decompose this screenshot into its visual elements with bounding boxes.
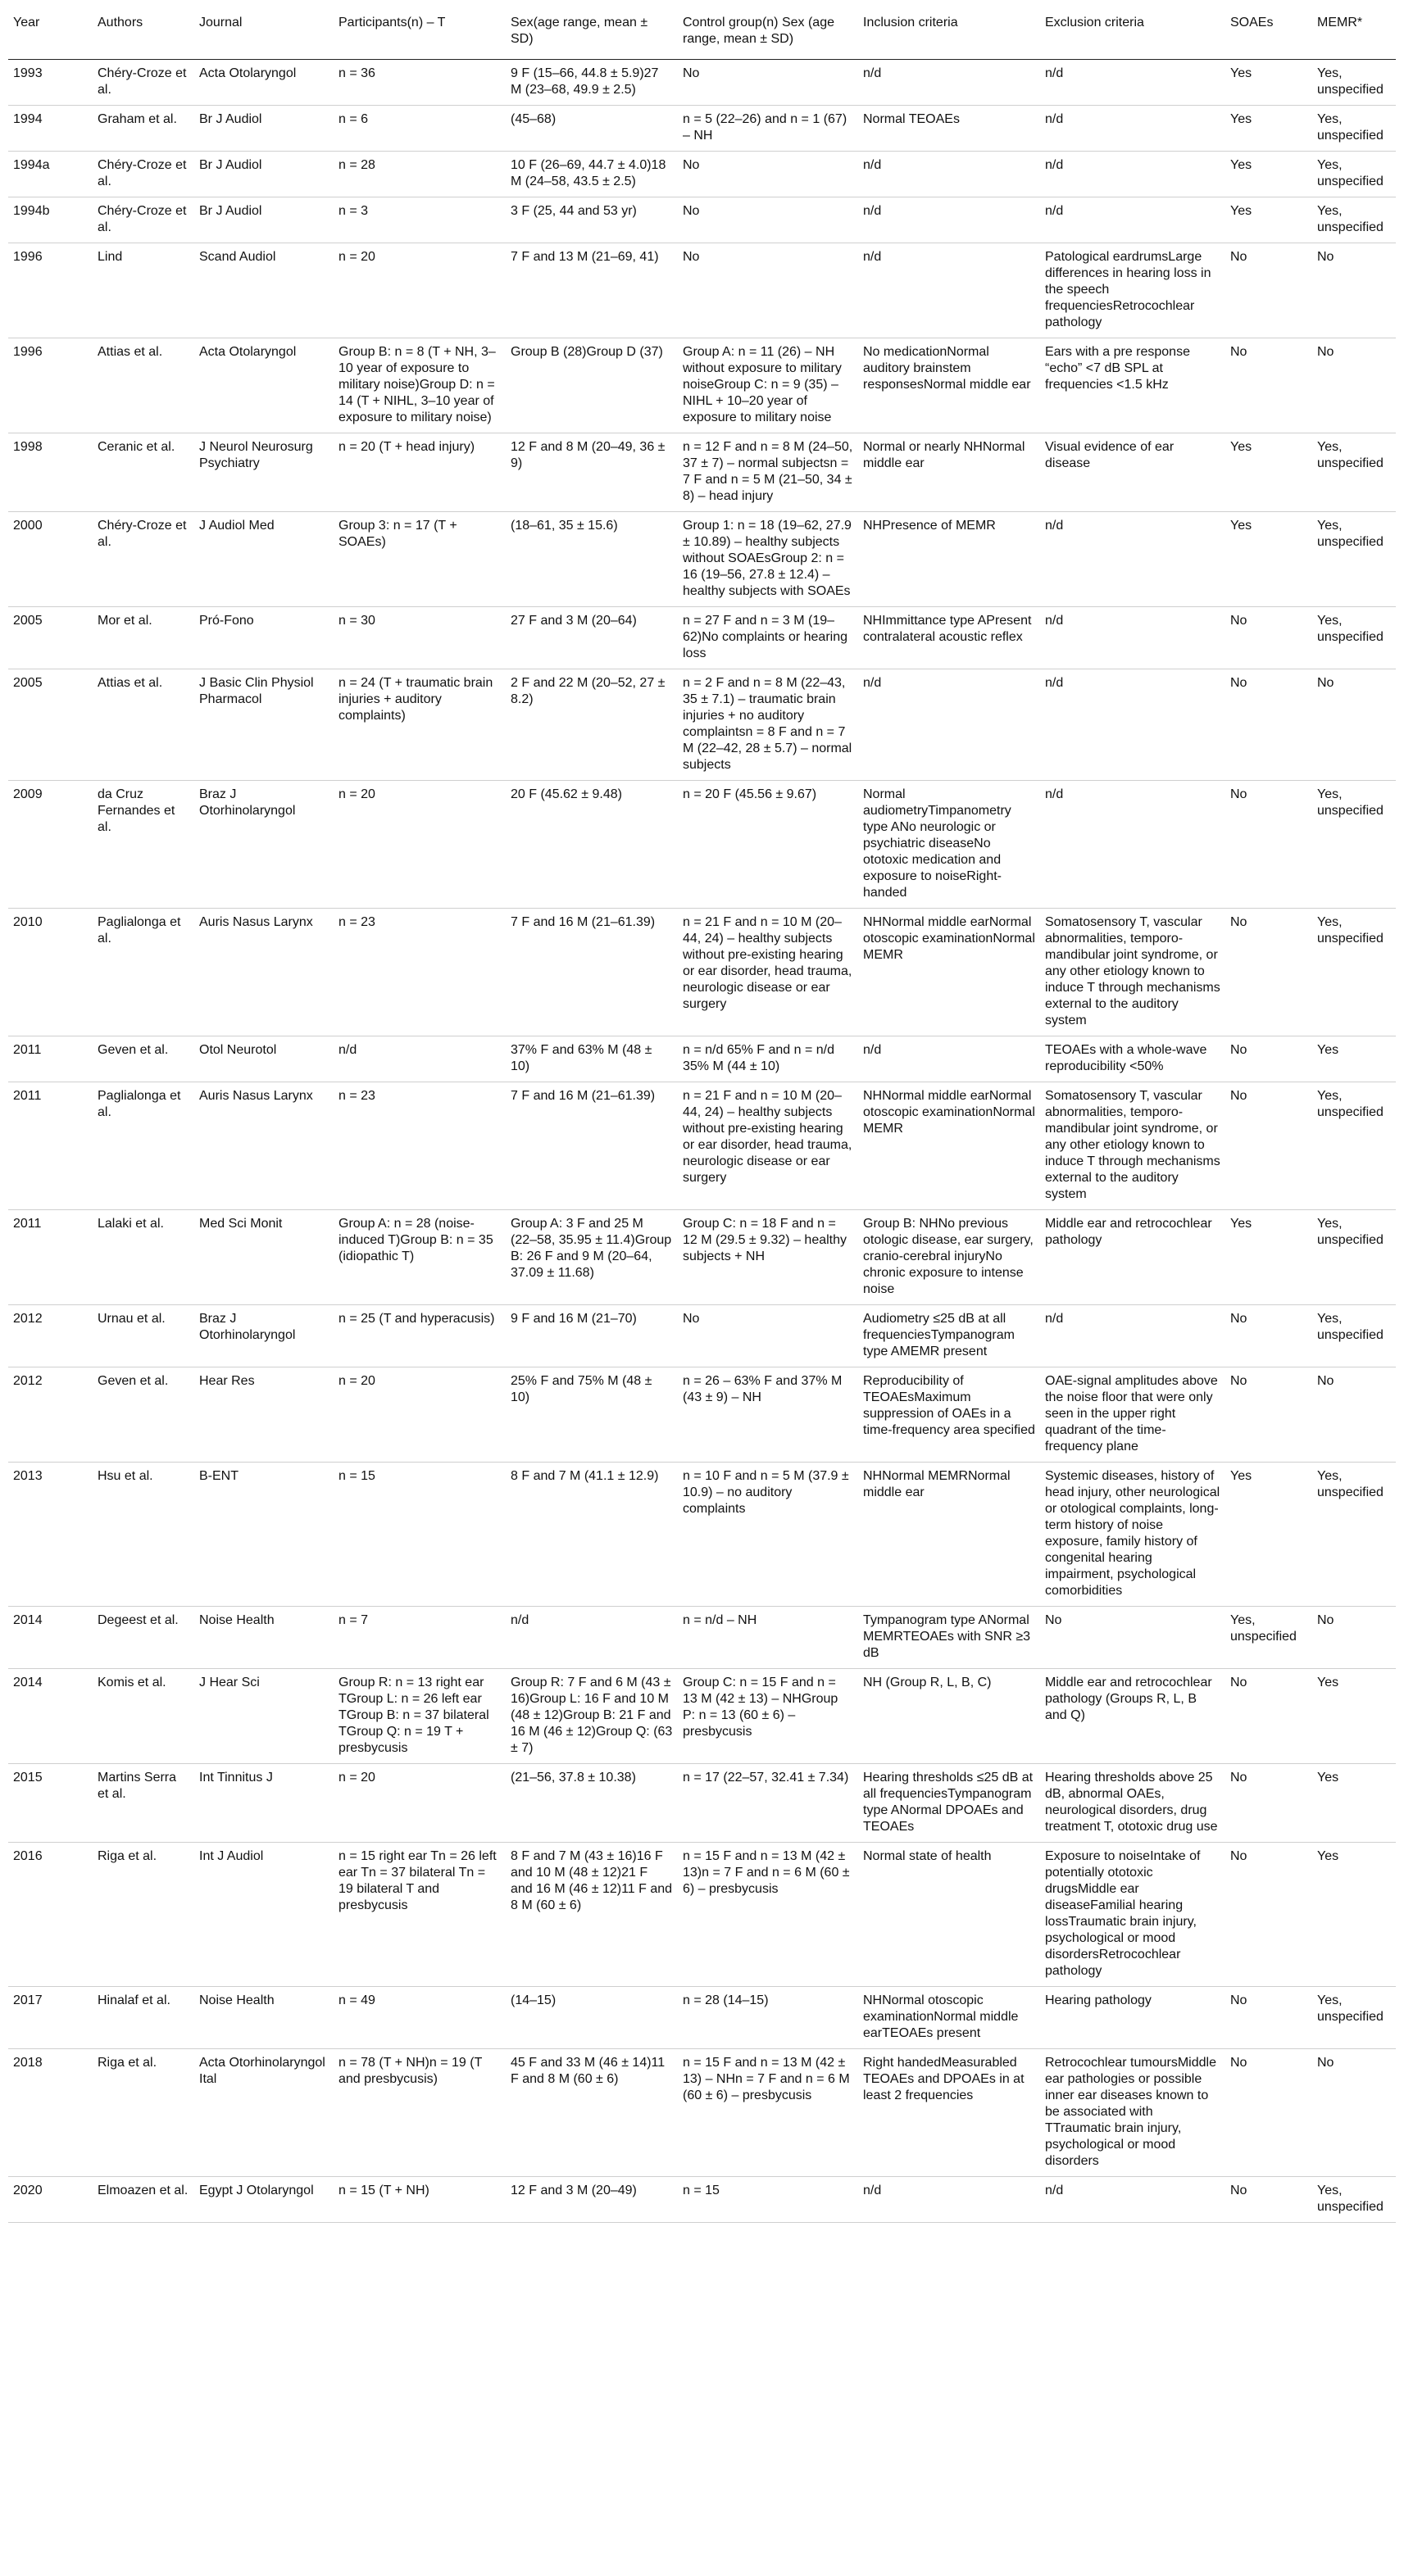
cell-year: 2017 [13,1993,43,2007]
cell-authors: Hsu et al. [98,1469,153,1483]
cell-year: 1993 [13,66,43,80]
cell-year: 2015 [13,1771,43,1785]
cell-inclusion: Normal or nearly NHNormal middle ear [863,440,1025,470]
cell-soaes: No [1230,345,1247,359]
cell-inclusion: NH (Group R, L, B, C) [863,1676,992,1689]
cell-year: 1994a [13,158,50,172]
cell-journal: J Neurol Neurosurg Psychiatry [199,440,313,470]
cell-control-group: No [683,1312,700,1326]
cell-authors: da Cruz Fernandes et al. [98,787,175,834]
cell-inclusion: NHNormal middle earNormal otoscopic examinationNormal MEMR [863,915,1035,962]
cell-inclusion: NHNormal middle earNormal otoscopic examinationNormal MEMR [863,1089,1035,1136]
cell-year: 1994 [13,112,43,126]
cell-control-group: n = 12 F and n = 8 M (24–50, 37 ± 7) – normal subjectsn = 7 F and n = 5 M (21–50, 34 ± 8) – head injury [683,440,853,503]
cell-journal: J Basic Clin Physiol Pharmacol [199,676,314,706]
cell-control-group: No [683,158,700,172]
cell-year: 2011 [13,1217,42,1231]
cell-participants: n = 30 [339,614,375,628]
cell-memr: Yes, unspecified [1317,1217,1384,1247]
cell-memr: Yes [1317,1043,1339,1057]
cell-journal: Acta Otolaryngol [199,345,297,359]
cell-memr: No [1317,676,1334,690]
header-journal: Journal [194,11,334,60]
cell-exclusion: OAE-signal amplitudes above the noise floor that were only seen in the upper right quadrant of the time-frequency plane [1045,1374,1218,1454]
cell-control-group: No [683,66,700,80]
cell-memr: Yes, unspecified [1317,204,1384,234]
cell-inclusion: n/d [863,66,882,80]
cell-memr: Yes, unspecified [1317,440,1384,470]
cell-participants: n = 6 [339,112,369,126]
cell-journal: J Hear Sci [199,1676,260,1689]
cell-control-group: n = 20 F (45.56 ± 9.67) [683,787,817,801]
cell-sex: 12 F and 8 M (20–49, 36 ± 9) [511,440,666,470]
cell-participants: n = 15 right ear Tn = 26 left ear Tn = 37 bilateral Tn = 19 bilateral T and presbycusis [339,1849,497,1912]
cell-soaes: Yes [1230,158,1252,172]
cell-participants: n = 7 [339,1613,369,1627]
cell-control-group: n = n/d 65% F and n = n/d 35% M (44 ± 10) [683,1043,835,1073]
cell-memr: Yes, unspecified [1317,614,1384,644]
cell-soaes: Yes [1230,204,1252,218]
table-row [8,512,1396,607]
cell-journal: Braz J Otorhinolaryngol [199,787,296,818]
cell-sex: 37% F and 63% M (48 ± 10) [511,1043,652,1073]
cell-exclusion: Hearing pathology [1045,1993,1152,2007]
table-row [8,1843,1396,1987]
cell-sex: 9 F and 16 M (21–70) [511,1312,637,1326]
cell-participants: n = 78 (T + NH)n = 19 (T and presbycusis) [339,2056,483,2086]
cell-soaes: Yes [1230,1469,1252,1483]
cell-authors: Attias et al. [98,676,163,690]
cell-journal: Br J Audiol [199,112,262,126]
cell-authors: Martins Serra et al. [98,1771,177,1801]
cell-participants: n/d [339,1043,357,1057]
cell-authors: Chéry-Croze et al. [98,519,187,549]
table-row [8,338,1396,433]
cell-year: 1996 [13,345,43,359]
cell-sex: 10 F (26–69, 44.7 ± 4.0)18 M (24–58, 43.5 ± 2.5) [511,158,666,188]
cell-participants: n = 28 [339,158,375,172]
table-header [8,11,1396,60]
table-row [8,1764,1396,1843]
cell-sex: 27 F and 3 M (20–64) [511,614,637,628]
cell-authors: Chéry-Croze et al. [98,158,187,188]
cell-year: 2000 [13,519,43,533]
cell-year: 1996 [13,250,43,264]
cell-exclusion: TEOAEs with a whole-wave reproducibility <50% [1045,1043,1207,1073]
cell-participants: n = 23 [339,1089,375,1103]
cell-control-group: n = 5 (22–26) and n = 1 (67) – NH [683,112,847,143]
table-row [8,2049,1396,2177]
header-row [8,11,1396,60]
cell-sex: 20 F (45.62 ± 9.48) [511,787,622,801]
cell-exclusion: n/d [1045,158,1064,172]
table-row [8,1463,1396,1607]
cell-journal: J Audiol Med [199,519,275,533]
cell-year: 2010 [13,915,43,929]
cell-soaes: No [1230,1089,1247,1103]
cell-control-group: Group C: n = 18 F and n = 12 M (29.5 ± 9.32) – healthy subjects + NH [683,1217,847,1263]
cell-authors: Komis et al. [98,1676,166,1689]
cell-soaes: Yes [1230,519,1252,533]
cell-control-group: n = 21 F and n = 10 M (20–44, 24) – healthy subjects without pre-existing hearing or ear disorder, head trauma, neurologic disease or ear surgery [683,1089,852,1185]
cell-journal: B-ENT [199,1469,239,1483]
cell-soaes: No [1230,614,1247,628]
cell-exclusion: Exposure to noiseIntake of potentially ototoxic drugsMiddle ear diseaseFamilial hearing lossTraumatic brain injury, psychological or mood disordersRetrocochlear pathology [1045,1849,1201,1978]
cell-exclusion: No [1045,1613,1062,1627]
cell-participants: n = 15 (T + NH) [339,2184,429,2197]
cell-inclusion: n/d [863,158,882,172]
cell-soaes: No [1230,2056,1247,2070]
cell-exclusion: n/d [1045,614,1064,628]
cell-journal: Med Sci Monit [199,1217,283,1231]
cell-soaes: Yes, unspecified [1230,1613,1297,1644]
cell-sex: (21–56, 37.8 ± 10.38) [511,1771,636,1785]
cell-journal: Otol Neurotol [199,1043,277,1057]
cell-participants: n = 49 [339,1993,375,2007]
cell-memr: No [1317,1374,1334,1388]
cell-memr: No [1317,1613,1334,1627]
cell-journal: Scand Audiol [199,250,276,264]
cell-inclusion: NHNormal MEMRNormal middle ear [863,1469,1011,1499]
cell-control-group: n = 21 F and n = 10 M (20–44, 24) – healthy subjects without pre-existing hearing or ear disorder, head trauma, neurologic disease or ear surgery [683,915,852,1011]
table-row [8,433,1396,512]
cell-sex: 2 F and 22 M (20–52, 27 ± 8.2) [511,676,666,706]
table-row [8,2177,1396,2223]
table-row [8,1305,1396,1367]
cell-authors: Riga et al. [98,1849,157,1863]
cell-journal: Pró-Fono [199,614,254,628]
cell-sex: 8 F and 7 M (41.1 ± 12.9) [511,1469,659,1483]
cell-participants: n = 36 [339,66,375,80]
cell-soaes: Yes [1230,66,1252,80]
cell-journal: Br J Audiol [199,204,262,218]
cell-control-group: n = 10 F and n = 5 M (37.9 ± 10.9) – no auditory complaints [683,1469,849,1516]
cell-sex: Group A: 3 F and 25 M (22–58, 35.95 ± 11.4)Group B: 26 F and 9 M (20–64, 37.09 ± 11.68) [511,1217,672,1280]
header-inclusion: Inclusion criteria [858,11,1040,60]
cell-participants: n = 20 [339,1771,375,1785]
cell-exclusion: Hearing thresholds above 25 dB, abnormal OAEs, neurological disorders, drug treatment T, ototoxic drug use [1045,1771,1218,1834]
cell-participants: n = 20 (T + head injury) [339,440,475,454]
cell-exclusion: n/d [1045,112,1064,126]
cell-journal: Auris Nasus Larynx [199,915,313,929]
cell-participants: Group R: n = 13 right ear TGroup L: n = 26 left ear TGroup B: n = 37 bilateral TGroup Q: n = 19 T + presbycusis [339,1676,489,1755]
table-row [8,909,1396,1036]
cell-memr: Yes, unspecified [1317,66,1384,97]
cell-control-group: Group 1: n = 18 (19–62, 27.9 ± 10.89) – healthy subjects without SOAEsGroup 2: n = 16 (19–56, 27.8 ± 12.4) – healthy subjects with SOAEs [683,519,852,598]
cell-memr: Yes [1317,1771,1339,1785]
header-year: Year [8,11,93,60]
cell-year: 2013 [13,1469,43,1483]
cell-memr: Yes [1317,1676,1339,1689]
cell-sex: (45–68) [511,112,557,126]
cell-control-group: n = 26 – 63% F and 37% M (43 ± 9) – NH [683,1374,843,1404]
cell-inclusion: Normal audiometryTimpanometry type ANo neurologic or psychiatric diseaseNo ototoxic medication and exposure to noiseRight-handed [863,787,1011,900]
cell-exclusion: Somatosensory T, vascular abnormalities, temporo-mandibular joint syndrome, or any other etiology known to induce T through mechanisms external to the auditory system [1045,1089,1220,1201]
cell-inclusion: Group B: NHNo previous otologic disease, ear surgery, cranio-cerebral injuryNo chronic exposure to intense noise [863,1217,1034,1296]
cell-participants: n = 24 (T + traumatic brain injuries + auditory complaints) [339,676,493,723]
cell-authors: Mor et al. [98,614,152,628]
cell-participants: n = 20 [339,787,375,801]
header-soaes: SOAEs [1225,11,1312,60]
cell-exclusion: n/d [1045,204,1064,218]
cell-exclusion: Ears with a pre response “echo” <7 dB SPL at frequencies <1.5 kHz [1045,345,1190,392]
table-row [8,1607,1396,1669]
cell-authors: Lalaki et al. [98,1217,164,1231]
cell-authors: Paglialonga et al. [98,1089,181,1119]
cell-control-group: n = 2 F and n = 8 M (22–43, 35 ± 7.1) – traumatic brain injuries + no auditory complaintsn = 8 F and n = 7 M (22–42, 28 ± 5.7) – normal subjects [683,676,852,772]
cell-memr: Yes, unspecified [1317,1469,1384,1499]
cell-soaes: No [1230,250,1247,264]
cell-exclusion: Middle ear and retrocochlear pathology [1045,1217,1212,1247]
cell-sex: 7 F and 13 M (21–69, 41) [511,250,659,264]
cell-soaes: No [1230,1312,1247,1326]
cell-journal: Acta Otolaryngol [199,66,297,80]
cell-authors: Hinalaf et al. [98,1993,170,2007]
cell-authors: Elmoazen et al. [98,2184,189,2197]
cell-year: 2018 [13,2056,43,2070]
cell-year: 2014 [13,1676,43,1689]
table-row [8,152,1396,197]
cell-authors: Ceranic et al. [98,440,175,454]
cell-authors: Graham et al. [98,112,177,126]
cell-sex: 7 F and 16 M (21–61.39) [511,1089,656,1103]
cell-journal: Br J Audiol [199,158,262,172]
cell-year: 2005 [13,614,43,628]
table-row [8,106,1396,152]
cell-inclusion: No medicationNormal auditory brainstem responsesNormal middle ear [863,345,1031,392]
cell-authors: Chéry-Croze et al. [98,66,187,97]
cell-exclusion: n/d [1045,519,1064,533]
table-row [8,1987,1396,2049]
cell-soaes: No [1230,1374,1247,1388]
cell-inclusion: Audiometry ≤25 dB at all frequenciesTympanogram type AMEMR present [863,1312,1015,1358]
cell-journal: Noise Health [199,1993,275,2007]
cell-sex: Group R: 7 F and 6 M (43 ± 16)Group L: 16 F and 10 M (48 ± 12)Group B: 21 F and 16 M (46 ± 12)Group Q: (63 ± 7) [511,1676,673,1755]
cell-exclusion: n/d [1045,1312,1064,1326]
cell-participants: n = 3 [339,204,369,218]
cell-control-group: n = 15 [683,2184,720,2197]
cell-journal: Auris Nasus Larynx [199,1089,313,1103]
cell-inclusion: Normal state of health [863,1849,992,1863]
cell-memr: Yes, unspecified [1317,112,1384,143]
cell-exclusion: Retrocochlear tumoursMiddle ear pathologies or possible inner ear diseases known to be associated with TTraumatic brain injury, psychological or mood disorders [1045,2056,1216,2168]
cell-participants: n = 15 [339,1469,375,1483]
cell-soaes: No [1230,787,1247,801]
cell-soaes: No [1230,2184,1247,2197]
cell-memr: No [1317,250,1334,264]
cell-control-group: n = 28 (14–15) [683,1993,769,2007]
cell-soaes: Yes [1230,1217,1252,1231]
table-row [8,669,1396,781]
cell-exclusion: n/d [1045,2184,1064,2197]
cell-journal: Int J Audiol [199,1849,264,1863]
cell-memr: Yes, unspecified [1317,519,1384,549]
cell-control-group: n = 27 F and n = 3 M (19–62)No complaints or hearing loss [683,614,847,660]
cell-year: 2016 [13,1849,43,1863]
table-row [8,1669,1396,1764]
cell-inclusion: NHImmittance type APresent contralateral acoustic reflex [863,614,1032,644]
cell-journal: Braz J Otorhinolaryngol [199,1312,296,1342]
header-authors: Authors [93,11,194,60]
cell-year: 2014 [13,1613,43,1627]
cell-sex: 12 F and 3 M (20–49) [511,2184,637,2197]
cell-sex: 9 F (15–66, 44.8 ± 5.9)27 M (23–68, 49.9 ± 2.5) [511,66,659,97]
cell-inclusion: n/d [863,204,882,218]
cell-year: 2011 [13,1089,42,1103]
cell-authors: Riga et al. [98,2056,157,2070]
cell-year: 2012 [13,1312,43,1326]
header-participants: Participants(n) – T [334,11,506,60]
cell-sex: (14–15) [511,1993,557,2007]
header-sex: Sex(age range, mean ± SD) [506,11,678,60]
cell-inclusion: n/d [863,1043,882,1057]
table-row [8,1036,1396,1082]
cell-exclusion: n/d [1045,676,1064,690]
cell-year: 2011 [13,1043,42,1057]
cell-control-group: Group C: n = 15 F and n = 13 M (42 ± 13) – NHGroup P: n = 13 (60 ± 6) – presbycusis [683,1676,838,1739]
cell-authors: Paglialonga et al. [98,915,181,946]
cell-control-group: n = 15 F and n = 13 M (42 ± 13)n = 7 F and n = 6 M (60 ± 6) – presbycusis [683,1849,850,1896]
cell-participants: Group 3: n = 17 (T + SOAEs) [339,519,457,549]
cell-memr: Yes, unspecified [1317,158,1384,188]
cell-memr: Yes, unspecified [1317,1089,1384,1119]
cell-journal: Egypt J Otolaryngol [199,2184,314,2197]
cell-inclusion: n/d [863,250,882,264]
cell-sex: (18–61, 35 ± 15.6) [511,519,618,533]
cell-sex: 7 F and 16 M (21–61.39) [511,915,656,929]
cell-inclusion: NHNormal otoscopic examinationNormal middle earTEOAEs present [863,1993,1019,2040]
table-body [8,60,1396,2223]
cell-exclusion: Somatosensory T, vascular abnormalities, temporo-mandibular joint syndrome, or any other etiology known to induce T through mechanisms external to the auditory system [1045,915,1220,1027]
cell-inclusion: Reproducibility of TEOAEsMaximum suppression of OAEs in a time-frequency area specified [863,1374,1035,1437]
cell-journal: Int Tinnitus J [199,1771,273,1785]
cell-control-group: n = 17 (22–57, 32.41 ± 7.34) [683,1771,849,1785]
cell-participants: Group A: n = 28 (noise-induced T)Group B: n = 35 (idiopathic T) [339,1217,493,1263]
cell-sex: 3 F (25, 44 and 53 yr) [511,204,637,218]
cell-authors: Geven et al. [98,1374,169,1388]
cell-memr: No [1317,2056,1334,2070]
cell-sex: 8 F and 7 M (43 ± 16)16 F and 10 M (48 ± 12)21 F and 16 M (46 ± 12)11 F and 8 M (60 ± 6) [511,1849,673,1912]
cell-soaes: No [1230,915,1247,929]
cell-soaes: No [1230,1043,1247,1057]
cell-soaes: No [1230,1771,1247,1785]
cell-participants: Group B: n = 8 (T + NH, 3–10 year of exposure to military noise)Group D: n = 14 (T + NIHL, 3–10 year of exposure to military noise) [339,345,496,424]
cell-control-group: n = n/d – NH [683,1613,757,1627]
cell-inclusion: Right handedMeasurabled TEOAEs and DPOAEs in at least 2 frequencies [863,2056,1025,2102]
cell-inclusion: Tympanogram type ANormal MEMRTEOAEs with SNR ≥3 dB [863,1613,1031,1660]
cell-soaes: No [1230,1676,1247,1689]
cell-soaes: No [1230,1849,1247,1863]
cell-participants: n = 25 (T and hyperacusis) [339,1312,495,1326]
cell-soaes: Yes [1230,440,1252,454]
cell-sex: n/d [511,1613,529,1627]
cell-memr: Yes [1317,1849,1339,1863]
table-row [8,607,1396,669]
table-row [8,60,1396,106]
cell-journal: Acta Otorhinolaryngol Ital [199,2056,325,2086]
cell-soaes: No [1230,1993,1247,2007]
cell-inclusion: Normal TEOAEs [863,112,960,126]
cell-year: 2005 [13,676,43,690]
header-memr: MEMR* [1312,11,1396,60]
table-row [8,1367,1396,1463]
cell-control-group: No [683,204,700,218]
cell-year: 2020 [13,2184,43,2197]
cell-sex: Group B (28)Group D (37) [511,345,663,359]
table-row [8,243,1396,338]
cell-year: 1994b [13,204,50,218]
cell-authors: Attias et al. [98,345,163,359]
cell-authors: Urnau et al. [98,1312,166,1326]
header-exclusion: Exclusion criteria [1040,11,1225,60]
cell-inclusion: n/d [863,676,882,690]
cell-inclusion: NHPresence of MEMR [863,519,996,533]
cell-authors: Chéry-Croze et al. [98,204,187,234]
cell-year: 2009 [13,787,43,801]
cell-journal: Noise Health [199,1613,275,1627]
table-row [8,197,1396,243]
cell-memr: Yes, unspecified [1317,915,1384,946]
cell-participants: n = 23 [339,915,375,929]
cell-authors: Degeest et al. [98,1613,179,1627]
cell-memr: Yes, unspecified [1317,1312,1384,1342]
cell-control-group: Group A: n = 11 (26) – NH without exposure to military noiseGroup C: n = 9 (35) – NIHL + 10–20 year of exposure to military noise [683,345,842,424]
cell-inclusion: n/d [863,2184,882,2197]
cell-participants: n = 20 [339,250,375,264]
cell-journal: Hear Res [199,1374,255,1388]
cell-soaes: Yes [1230,112,1252,126]
header-control-group: Control group(n) Sex (age range, mean ± SD) [678,11,858,60]
cell-inclusion: Hearing thresholds ≤25 dB at all frequenciesTympanogram type ANormal DPOAEs and TEOAEs [863,1771,1034,1834]
cell-sex: 25% F and 75% M (48 ± 10) [511,1374,652,1404]
cell-control-group: No [683,250,700,264]
studies-table [8,11,1396,2223]
cell-exclusion: n/d [1045,66,1064,80]
cell-sex: 45 F and 33 M (46 ± 14)11 F and 8 M (60 ± 6) [511,2056,666,2086]
cell-authors: Geven et al. [98,1043,169,1057]
cell-exclusion: Patological eardrumsLarge differences in hearing loss in the speech frequenciesRetrocochlear pathology [1045,250,1211,329]
cell-memr: Yes, unspecified [1317,787,1384,818]
cell-memr: Yes, unspecified [1317,2184,1384,2214]
cell-control-group: n = 15 F and n = 13 M (42 ± 13) – NHn = 7 F and n = 6 M (60 ± 6) – presbycusis [683,2056,850,2102]
cell-exclusion: Systemic diseases, history of head injury, other neurological or otological complaints, long-term history of noise exposure, family history of congenital hearing impairment, psychological comorbidities [1045,1469,1220,1598]
cell-year: 1998 [13,440,43,454]
cell-soaes: No [1230,676,1247,690]
cell-memr: No [1317,345,1334,359]
table-row [8,781,1396,909]
cell-authors: Lind [98,250,123,264]
cell-exclusion: n/d [1045,787,1064,801]
cell-memr: Yes, unspecified [1317,1993,1384,2024]
cell-exclusion: Visual evidence of ear disease [1045,440,1175,470]
table-row [8,1082,1396,1210]
cell-participants: n = 20 [339,1374,375,1388]
cell-year: 2012 [13,1374,43,1388]
cell-exclusion: Middle ear and retrocochlear pathology (Groups R, L, B and Q) [1045,1676,1212,1722]
table-row [8,1210,1396,1305]
